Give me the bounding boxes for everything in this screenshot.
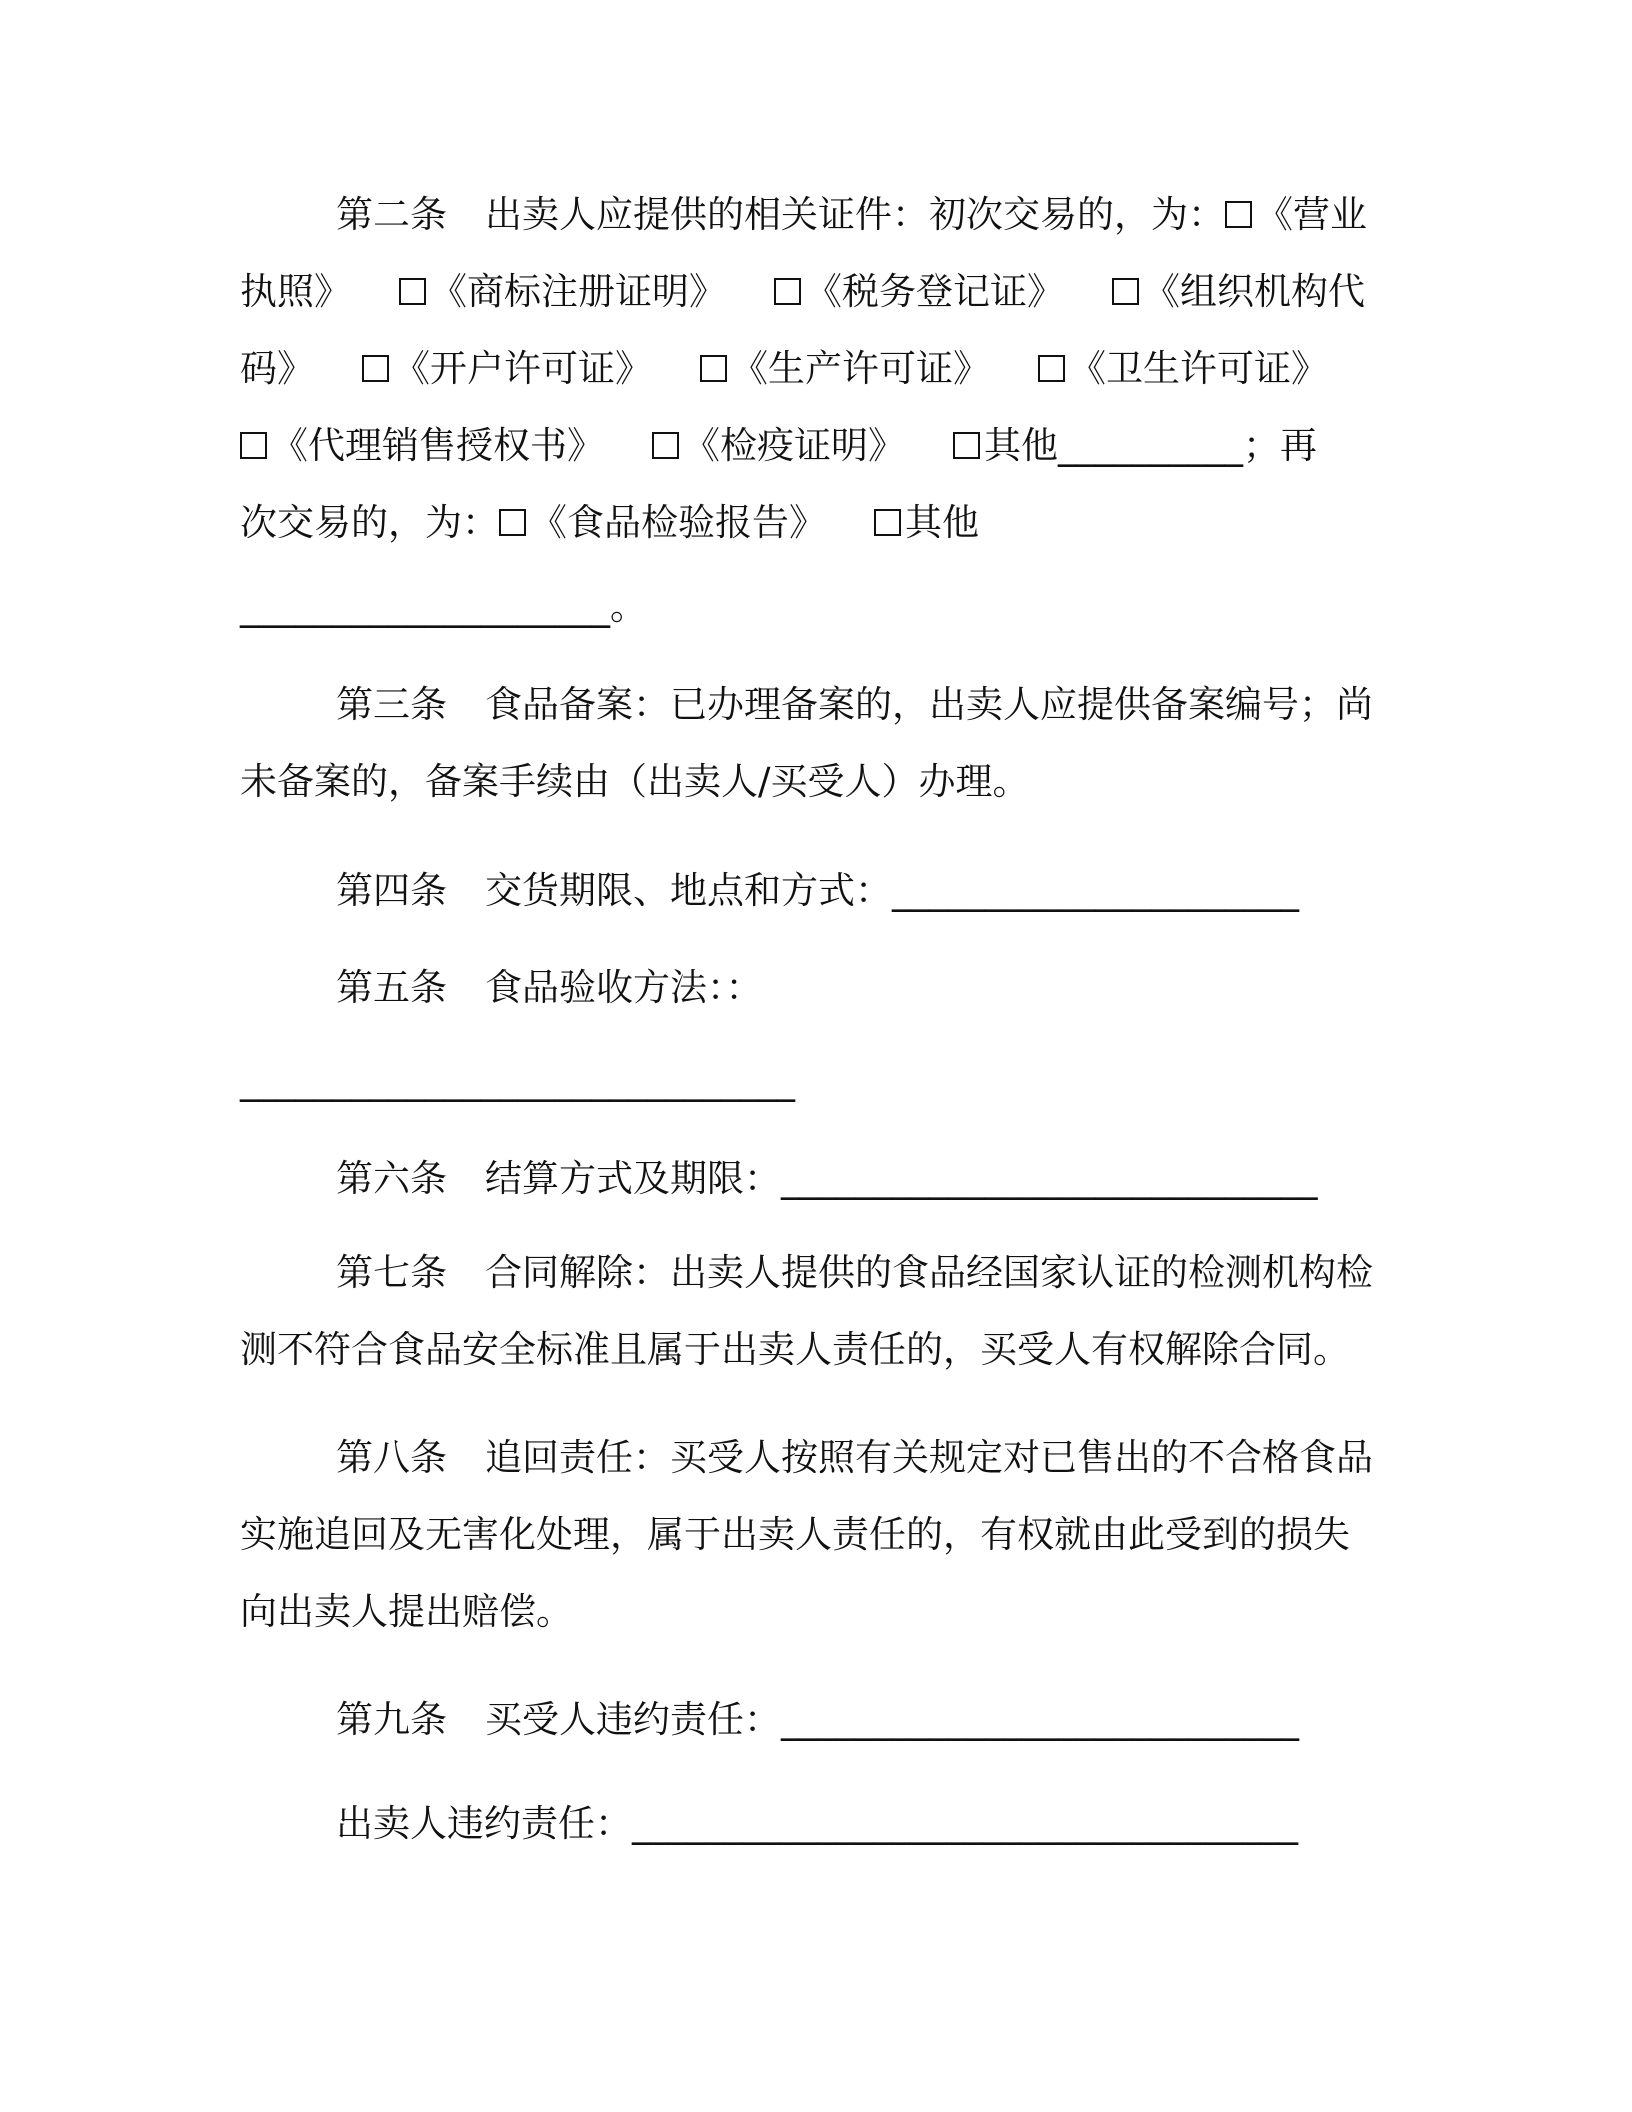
checkbox-org-code[interactable] [1112, 278, 1139, 305]
article-5-blank[interactable]: ______________________________ [240, 1059, 795, 1102]
article-2-line-5 [240, 501, 979, 544]
option-org-code-part: 《组织机构代 [1143, 270, 1365, 313]
checkbox-food-inspection[interactable] [499, 509, 526, 536]
article-8-text: 追回责任：买受人按照有关规定对已售出的不合格食品 [485, 1436, 1373, 1479]
article-2-line-2 [240, 270, 1365, 313]
checkbox-other-first[interactable] [953, 432, 980, 459]
article-3-line-2: 未备案的，备案手续由（出卖人/买受人）办理。 [240, 760, 1030, 803]
article-2-text: 出卖人应提供的相关证件：初次交易的，为： [485, 193, 1225, 236]
repeat-trade-text: 次交易的，为： [240, 501, 499, 544]
article-8-line-2: 实施追回及无害化处理，属于出卖人责任的，有权就由此受到的损失 [240, 1513, 1350, 1556]
checkbox-agency-authorization[interactable] [240, 432, 267, 459]
article-2-line-1 [336, 193, 1367, 236]
option-food-inspection: 《食品检验报告》 [530, 501, 826, 544]
article-4 [336, 869, 1299, 912]
option-tax-registration: 《税务登记证》 [805, 270, 1064, 313]
checkbox-business-license[interactable] [1225, 201, 1252, 228]
article-6-text[interactable]: 结算方式及期限：_____________________________ [485, 1157, 1318, 1200]
article-9 [336, 1698, 1299, 1741]
article-2-line-3 [240, 347, 1328, 390]
option-org-code-end: 码》 [240, 347, 314, 390]
option-agency-authorization: 《代理销售授权书》 [271, 424, 604, 467]
option-trademark: 《商标注册证明》 [430, 270, 726, 313]
checkbox-health-permit[interactable] [1038, 355, 1065, 382]
article-2-blank[interactable]: ____________________。 [240, 585, 647, 628]
checkbox-quarantine[interactable] [652, 432, 679, 459]
article-2-number: 第二条 [336, 193, 447, 236]
checkbox-other-repeat[interactable] [874, 509, 901, 536]
article-8-line-3: 向出卖人提出赔偿。 [240, 1590, 573, 1633]
article-3-text: 食品备案：已办理备案的，出卖人应提供备案编号；尚 [485, 683, 1373, 726]
article-3-line-1 [336, 683, 1373, 726]
article-9-buyer-text[interactable]: 买受人违约责任：____________________________ [485, 1698, 1299, 1741]
option-production-permit: 《生产许可证》 [731, 347, 990, 390]
checkbox-account-permit[interactable] [362, 355, 389, 382]
article-7-line-2: 测不符合食品安全标准且属于出卖人责任的，买受人有权解除合同。 [240, 1328, 1350, 1371]
article-4-text[interactable]: 交货期限、地点和方式：______________________ [485, 869, 1299, 912]
article-5-number: 第五条 [336, 966, 447, 1009]
article-7-number: 第七条 [336, 1251, 447, 1294]
article-8-line-1 [336, 1436, 1373, 1479]
article-4-number: 第四条 [336, 869, 447, 912]
option-business-license-end: 执照》 [240, 270, 351, 313]
article-5-text: 食品验收方法：： [485, 966, 763, 1009]
article-9-number: 第九条 [336, 1698, 447, 1741]
option-business-license-part: 《营业 [1256, 193, 1367, 236]
article-3-number: 第三条 [336, 683, 447, 726]
option-other-first: 其他__________；再 [984, 424, 1317, 467]
article-8-number: 第八条 [336, 1436, 447, 1479]
checkbox-trademark[interactable] [399, 278, 426, 305]
option-account-permit: 《开户许可证》 [393, 347, 652, 390]
option-health-permit: 《卫生许可证》 [1069, 347, 1328, 390]
article-7-text: 合同解除：出卖人提供的食品经国家认证的检测机构检 [485, 1251, 1373, 1294]
article-7-line-1 [336, 1251, 1373, 1294]
checkbox-tax-registration[interactable] [774, 278, 801, 305]
option-quarantine: 《检疫证明》 [683, 424, 905, 467]
article-6 [336, 1157, 1318, 1200]
option-other-repeat: 其他 [905, 501, 979, 544]
article-6-number: 第六条 [336, 1157, 447, 1200]
article-5 [336, 966, 763, 1009]
checkbox-production-permit[interactable] [700, 355, 727, 382]
article-2-line-4 [240, 424, 1317, 467]
article-9-seller[interactable]: 出卖人违约责任：____________________________________ [336, 1802, 1298, 1845]
